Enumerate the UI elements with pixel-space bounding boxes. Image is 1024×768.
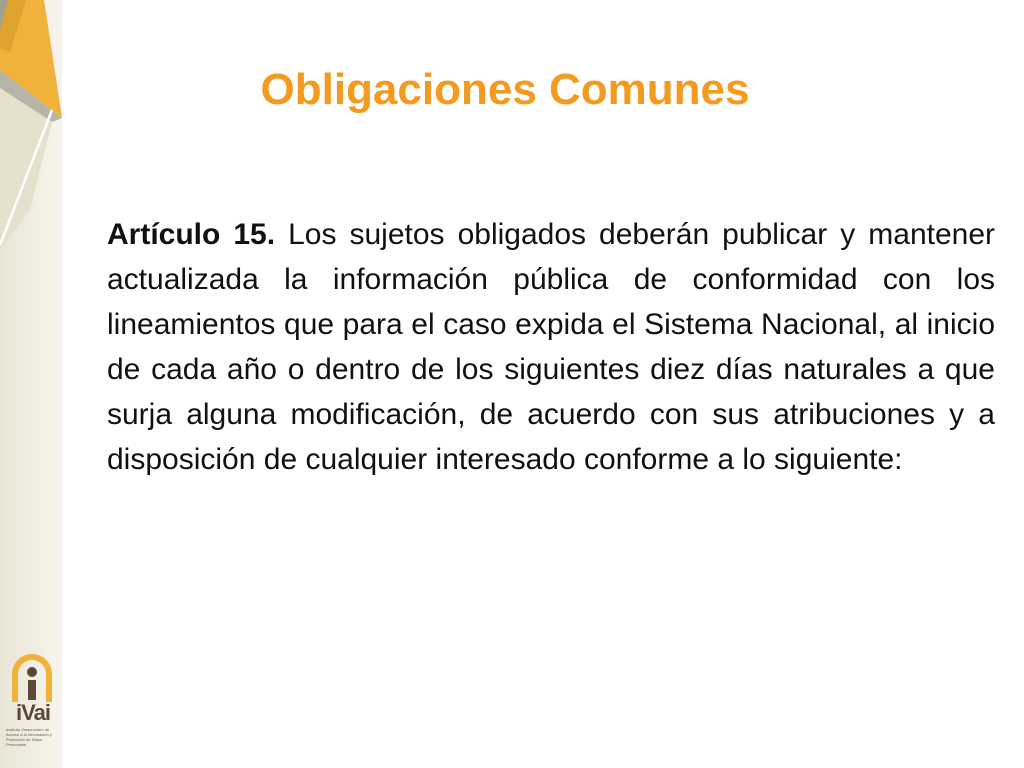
ivai-logo-icon: [4, 652, 60, 702]
logo-caption: Instituto Veracruzano de Acceso a la Información y Protección de Datos Personales: [6, 727, 52, 747]
slide-title: Obligaciones Comunes: [260, 65, 750, 114]
article-text: Los sujetos obligados deberán publicar y mantener actualizada la información pública de conformidad con los lineamientos que para el caso expida el Sistema Nacional, al inicio de cada año o dentro de los siguientes diez días naturales a que surja alguna modificación, de acuerdo con sus atribuciones y a disposición de cualquier interesado conforme a lo siguiente:: [107, 218, 996, 476]
article-label: Artículo 15.: [107, 218, 276, 251]
logo-brand-text: iVai: [16, 700, 50, 725]
article-paragraph: [107, 212, 995, 482]
ivai-logo: [4, 652, 60, 752]
corner-decoration-icon: [0, 0, 62, 300]
